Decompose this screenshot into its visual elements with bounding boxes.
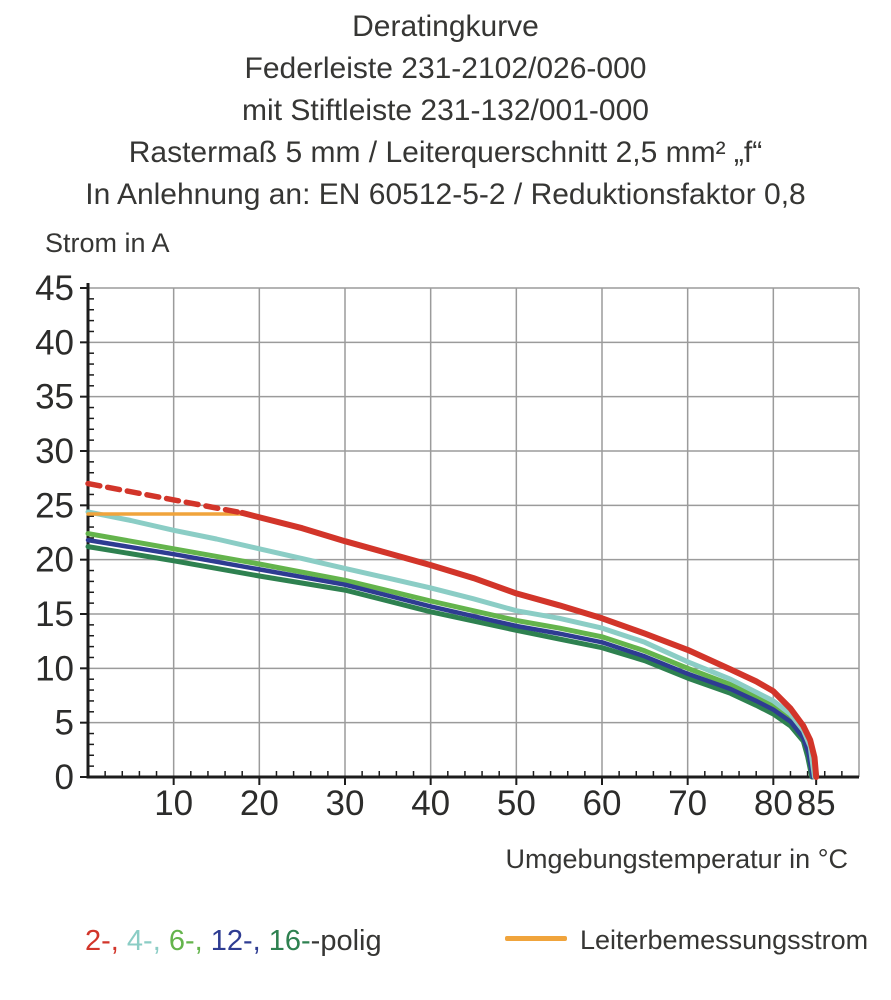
legend-pole-item: 6-, xyxy=(168,925,211,957)
y-tick-label: 0 xyxy=(54,758,74,797)
y-tick-label: 45 xyxy=(35,269,74,308)
y-tick-label: 15 xyxy=(35,595,74,634)
rated-current-label: Leiterbemessungsstrom xyxy=(580,925,869,955)
y-axis-title: Strom in A xyxy=(45,228,170,258)
y-tick-label: 10 xyxy=(35,649,74,689)
legend-pole-item: 12-, xyxy=(210,925,269,957)
curve-2-polig-gestrichelt xyxy=(88,484,242,513)
x-tick-label: 30 xyxy=(325,784,365,823)
x-tick-label: 50 xyxy=(496,784,536,823)
x-tick-label: 60 xyxy=(582,784,622,823)
title-line-3: mit Stiftleiste 231-132/001-000 xyxy=(242,94,649,127)
x-tick-label: 20 xyxy=(239,784,279,823)
title-line-4: Rastermaß 5 mm / Leiterquerschnitt 2,5 mm² „f“ xyxy=(128,136,763,169)
title-line-2: Federleiste 231-2102/026-000 xyxy=(244,52,647,85)
y-tick-label: 20 xyxy=(35,540,74,580)
x-tick-label: 40 xyxy=(411,784,451,823)
x-axis-title: Umgebungstemperatur in °C xyxy=(505,844,848,874)
x-tick-label: 10 xyxy=(154,784,194,823)
y-tick-label: 30 xyxy=(35,432,74,471)
curve-16-polig xyxy=(88,547,812,777)
legend-pole-item: 2-, xyxy=(85,925,127,957)
title-line-5: In Anlehnung an: EN 60512-5-2 / Reduktionsfaktor 0,8 xyxy=(85,178,806,211)
legend-pole-counts xyxy=(85,925,382,958)
legend-pole-item: 16- xyxy=(268,925,311,957)
y-tick-label: 5 xyxy=(54,703,74,743)
title-line-1: Deratingkurve xyxy=(352,10,539,43)
curve-2-polig xyxy=(242,513,816,777)
x-tick-label: 80 xyxy=(753,784,793,823)
legend xyxy=(0,925,891,975)
rated-current-line-swatch xyxy=(505,936,567,941)
legend-rated-current xyxy=(505,925,868,956)
y-tick-label: 35 xyxy=(35,377,74,417)
legend-pole-suffix: -polig xyxy=(310,925,382,957)
x-tick-label: 85 xyxy=(796,784,836,823)
y-tick-label: 25 xyxy=(35,486,74,526)
plot-area xyxy=(35,269,859,823)
legend-pole-item: 4-, xyxy=(126,925,169,957)
y-tick-label: 40 xyxy=(35,323,74,363)
x-tick-label: 70 xyxy=(668,784,708,823)
